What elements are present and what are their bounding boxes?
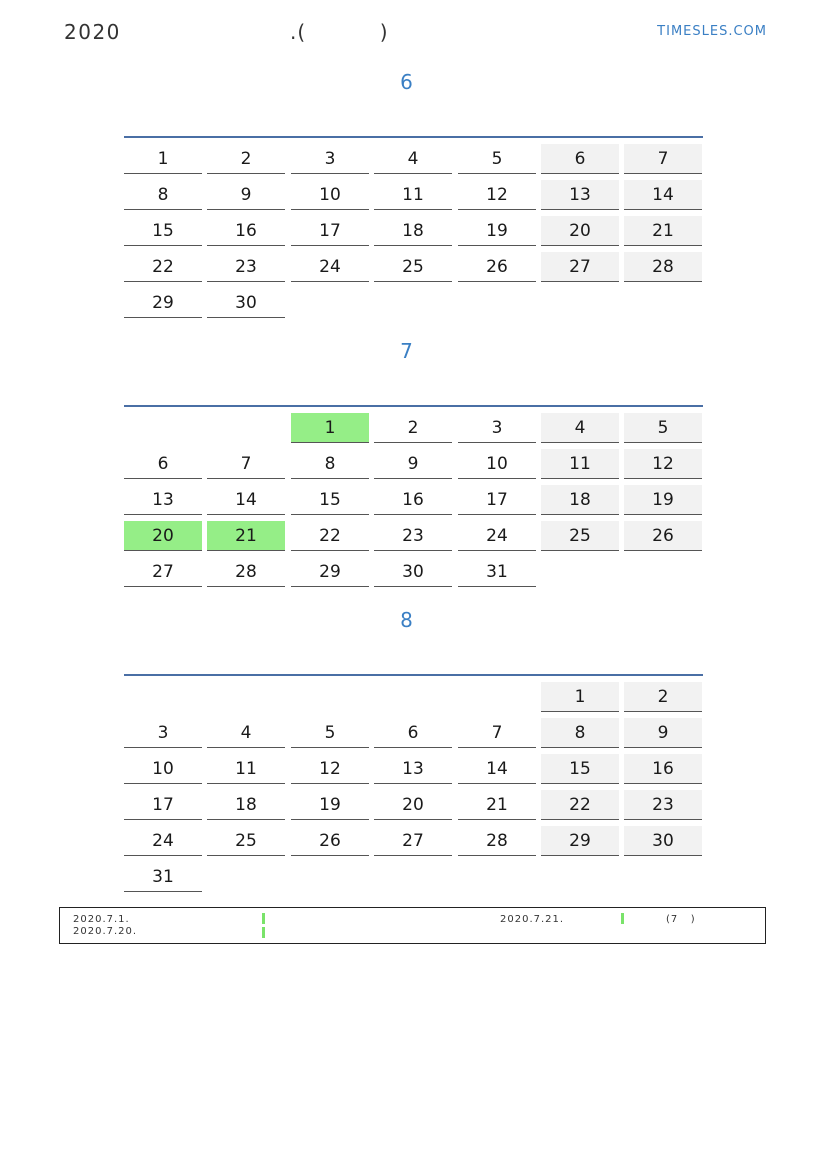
day-cell: 21 [624, 216, 702, 246]
day-cell: 7 [624, 144, 702, 174]
day-cell: 24 [124, 826, 202, 856]
day-cell: 17 [458, 485, 536, 515]
legend-entry-1: 2020.7.1. [73, 914, 130, 925]
day-cell: 20 [374, 790, 452, 820]
day-cell: 27 [124, 557, 202, 587]
day-cell: 20 [541, 216, 619, 246]
day-cell: 15 [124, 216, 202, 246]
day-cell: 9 [374, 449, 452, 479]
day-cell: 11 [541, 449, 619, 479]
header-subtitle: .( ) [290, 20, 389, 44]
day-cell: 24 [458, 521, 536, 551]
month-title: 6 [400, 70, 413, 94]
legend-holiday-marker-1 [262, 913, 265, 924]
day-cell: 23 [624, 790, 702, 820]
day-cell: 16 [207, 216, 285, 246]
day-cell: 25 [374, 252, 452, 282]
day-cell: 1 [291, 413, 369, 443]
day-cell: 5 [291, 718, 369, 748]
day-cell: 7 [458, 718, 536, 748]
day-cell: 26 [624, 521, 702, 551]
day-cell: 26 [291, 826, 369, 856]
legend-box [59, 907, 766, 944]
day-cell: 19 [291, 790, 369, 820]
day-cell: 30 [207, 288, 285, 318]
day-cell: 19 [624, 485, 702, 515]
header-year: 2020 [64, 20, 121, 44]
day-cell: 8 [124, 180, 202, 210]
month-title: 7 [400, 339, 413, 363]
day-cell: 5 [458, 144, 536, 174]
day-cell: 6 [374, 718, 452, 748]
day-cell: 29 [541, 826, 619, 856]
header-site-link[interactable]: TIMESLES.COM [657, 24, 767, 39]
day-cell: 24 [291, 252, 369, 282]
day-cell: 13 [541, 180, 619, 210]
day-cell: 19 [458, 216, 536, 246]
day-cell: 15 [541, 754, 619, 784]
day-cell: 12 [291, 754, 369, 784]
legend-entry-4: (7 ) [666, 914, 696, 925]
day-cell: 3 [458, 413, 536, 443]
day-cell: 27 [374, 826, 452, 856]
day-cell: 23 [374, 521, 452, 551]
day-cell: 2 [207, 144, 285, 174]
legend-holiday-marker-2 [262, 927, 265, 938]
day-cell: 3 [124, 718, 202, 748]
day-cell: 9 [624, 718, 702, 748]
day-cell: 14 [624, 180, 702, 210]
day-cell: 26 [458, 252, 536, 282]
day-cell: 3 [291, 144, 369, 174]
day-cell: 1 [541, 682, 619, 712]
day-cell: 8 [291, 449, 369, 479]
day-cell: 22 [541, 790, 619, 820]
legend-entry-3: 2020.7.21. [500, 914, 565, 925]
day-cell: 15 [291, 485, 369, 515]
day-cell: 22 [124, 252, 202, 282]
day-cell: 23 [207, 252, 285, 282]
day-cell: 10 [291, 180, 369, 210]
day-cell: 8 [541, 718, 619, 748]
month-header-rule [124, 674, 703, 676]
day-cell: 6 [541, 144, 619, 174]
day-cell: 17 [124, 790, 202, 820]
day-cell: 4 [374, 144, 452, 174]
day-cell: 13 [124, 485, 202, 515]
day-cell: 5 [624, 413, 702, 443]
legend-holiday-marker-3 [621, 913, 624, 924]
day-cell: 12 [624, 449, 702, 479]
day-cell: 29 [291, 557, 369, 587]
day-cell: 14 [458, 754, 536, 784]
day-cell: 30 [624, 826, 702, 856]
day-cell: 20 [124, 521, 202, 551]
day-cell: 12 [458, 180, 536, 210]
month-header-rule [124, 405, 703, 407]
day-cell: 7 [207, 449, 285, 479]
day-cell: 10 [458, 449, 536, 479]
day-cell: 10 [124, 754, 202, 784]
day-cell: 18 [374, 216, 452, 246]
day-cell: 1 [124, 144, 202, 174]
day-cell: 2 [374, 413, 452, 443]
day-cell: 6 [124, 449, 202, 479]
day-cell: 4 [207, 718, 285, 748]
day-cell: 18 [541, 485, 619, 515]
day-cell: 29 [124, 288, 202, 318]
month-title: 8 [400, 608, 413, 632]
day-cell: 31 [458, 557, 536, 587]
day-cell: 28 [624, 252, 702, 282]
day-cell: 11 [207, 754, 285, 784]
day-cell: 28 [207, 557, 285, 587]
day-cell: 13 [374, 754, 452, 784]
day-cell: 16 [374, 485, 452, 515]
day-cell: 4 [541, 413, 619, 443]
day-cell: 16 [624, 754, 702, 784]
legend-entry-2: 2020.7.20. [73, 926, 138, 937]
day-cell: 9 [207, 180, 285, 210]
day-cell: 21 [458, 790, 536, 820]
day-cell: 25 [207, 826, 285, 856]
day-cell: 18 [207, 790, 285, 820]
day-cell: 30 [374, 557, 452, 587]
day-cell: 21 [207, 521, 285, 551]
day-cell: 31 [124, 862, 202, 892]
day-cell: 28 [458, 826, 536, 856]
day-cell: 27 [541, 252, 619, 282]
month-header-rule [124, 136, 703, 138]
day-cell: 25 [541, 521, 619, 551]
day-cell: 17 [291, 216, 369, 246]
day-cell: 2 [624, 682, 702, 712]
day-cell: 14 [207, 485, 285, 515]
day-cell: 22 [291, 521, 369, 551]
day-cell: 11 [374, 180, 452, 210]
